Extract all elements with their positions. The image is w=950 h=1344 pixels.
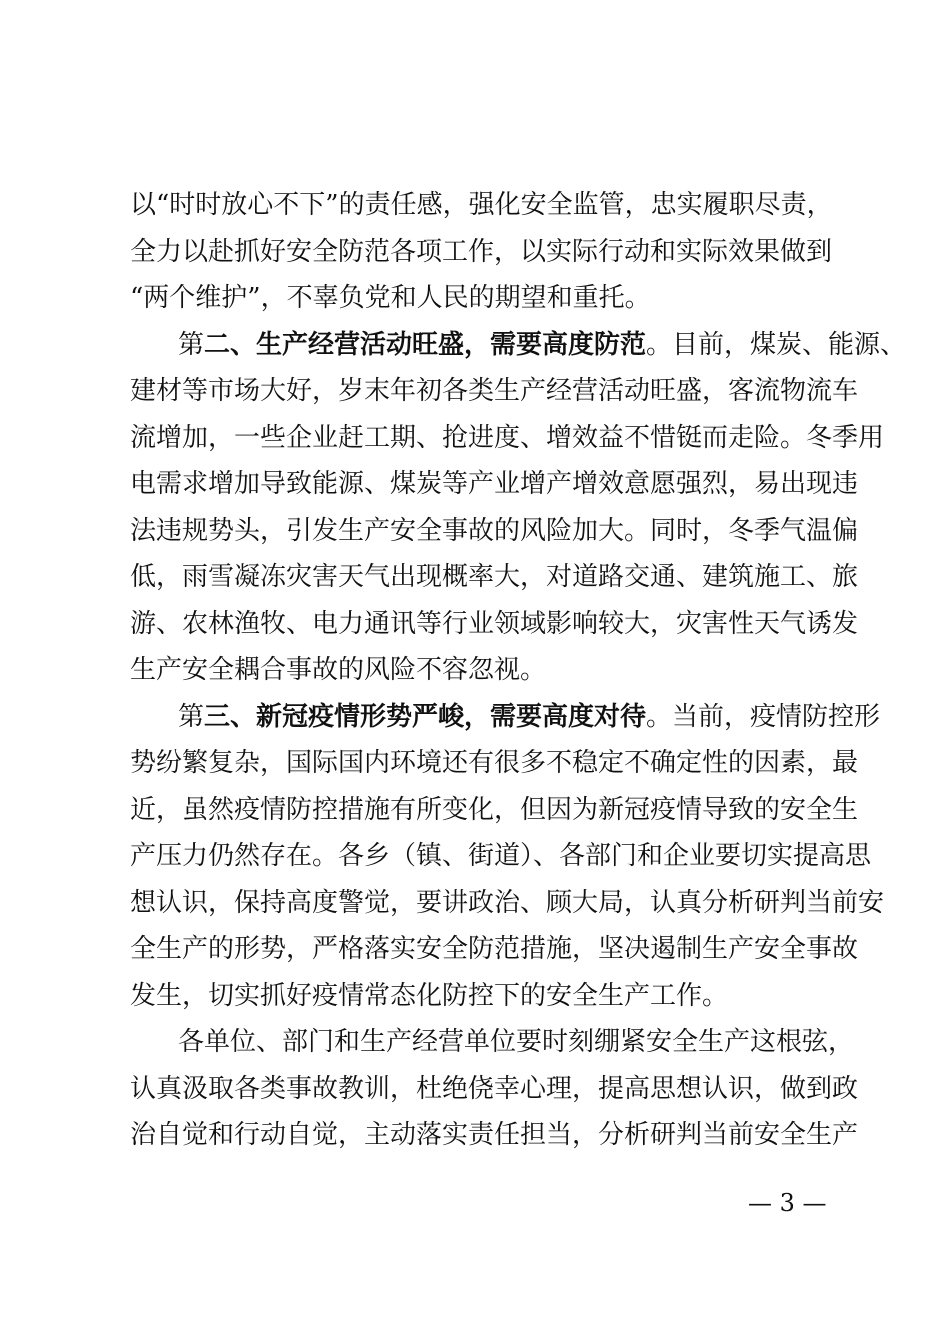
- text-line: 以“时时放心不下”的责任感，强化安全监管，忠实履职尽责，: [130, 190, 833, 220]
- page-number: — 3 —: [748, 1189, 827, 1217]
- bold-heading: 二、生产经营活动旺盛，需要高度防范: [204, 329, 647, 360]
- heading-rest: 。当前，疫情防控形: [646, 701, 881, 732]
- heading-rest: 。目前，煤炭、能源、: [646, 329, 907, 360]
- text-line: 治自觉和行动自觉，主动落实责任担当，分析研判当前安全生产: [130, 1120, 859, 1150]
- text-line: 电需求增加导致能源、煤炭等产业增产增效意愿强烈，易出现违: [130, 469, 859, 499]
- document-body: [130, 182, 907, 1159]
- paragraph-heading-line: [130, 322, 907, 369]
- text-line: 建材等市场大好，岁末年初各类生产经营活动旺盛，客流物流车: [130, 376, 859, 406]
- text-line: 流增加，一些企业赶工期、抢进度、增效益不惜铤而走险。冬季用: [130, 422, 885, 453]
- text-line: 生产安全耦合事故的风险不容忽视。: [130, 655, 547, 685]
- text-line: 游、农林渔牧、电力通讯等行业领域影响较大，灾害性天气诱发: [130, 608, 859, 639]
- text-line: 发生，切实抓好疫情常态化防控下的安全生产工作。: [130, 980, 729, 1011]
- text-line: 产压力仍然存在。各乡（镇、街道）、各部门和企业要切实提高思: [130, 841, 872, 871]
- text-line: 想认识，保持高度警觉，要讲政治、顾大局，认真分析研判当前安: [130, 887, 885, 918]
- text-line: 近，虽然疫情防控措施有所变化，但因为新冠疫情导致的安全生: [130, 794, 859, 825]
- paragraph-heading-line: [130, 694, 881, 741]
- text-line: “两个维护”，不辜负党和人民的期望和重托。: [130, 283, 651, 313]
- text-line: 低，雨雪凝冻灾害天气出现概率大，对道路交通、建筑施工、旅: [130, 562, 859, 592]
- text-line: 全力以赴抓好安全防范各项工作，以实际行动和实际效果做到: [130, 236, 833, 267]
- text-line: 势纷繁复杂，国际国内环境还有很多不稳定不确定性的因素，最: [130, 748, 859, 778]
- text-line: 全生产的形势，严格落实安全防范措施，坚决遏制生产安全事故: [130, 934, 859, 964]
- text-line: 各单位、部门和生产经营单位要时刻绷紧安全生产这根弦，: [178, 1027, 855, 1057]
- bold-heading: 三、新冠疫情形势严峻，需要高度对待: [204, 701, 647, 732]
- text-line: 法违规势头，引发生产安全事故的风险加大。同时，冬季气温偏: [130, 515, 859, 546]
- heading-prefix: 第: [178, 329, 205, 360]
- heading-prefix: 第: [178, 701, 205, 732]
- text-line: 认真汲取各类事故教训，杜绝侥幸心理，提高思想认识，做到政: [130, 1073, 859, 1104]
